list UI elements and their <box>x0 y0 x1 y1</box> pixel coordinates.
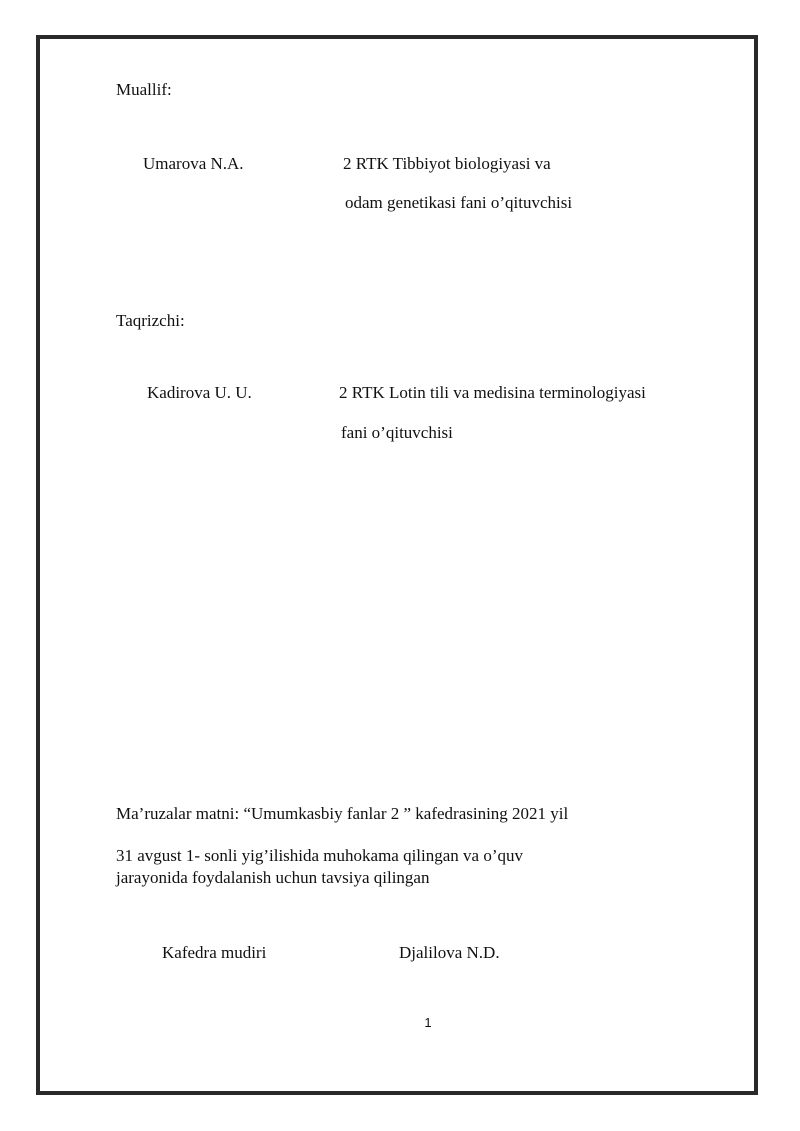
signature-title: Kafedra mudiri <box>162 943 267 962</box>
approval-line3: jarayonida foydalanish uchun tavsiya qilingan <box>116 868 430 887</box>
author-name: Umarova N.A. <box>143 154 244 173</box>
approval-line1: Ma’ruzalar matni: “Umumkasbiy fanlar 2 ” kafedrasining 2021 yil <box>116 804 569 823</box>
reviewer-name: Kadirova U. U. <box>147 383 252 402</box>
reviewer-role-line1: 2 RTK Lotin tili va medisina terminologiyasi <box>339 383 646 402</box>
page-number: 1 <box>424 1015 432 1030</box>
author-role-line1: 2 RTK Tibbiyot biologiyasi va <box>343 154 551 173</box>
approval-line2: 31 avgust 1- sonli yig’ilishida muhokama qilingan va o’quv <box>116 846 524 865</box>
reviewer-heading: Taqrizchi: <box>116 311 185 330</box>
author-role-line2: odam genetikasi fani o’qituvchisi <box>345 193 573 212</box>
reviewer-role-line2: fani o’qituvchisi <box>341 423 453 442</box>
signature-name: Djalilova N.D. <box>399 943 500 962</box>
author-heading: Muallif: <box>116 80 172 99</box>
